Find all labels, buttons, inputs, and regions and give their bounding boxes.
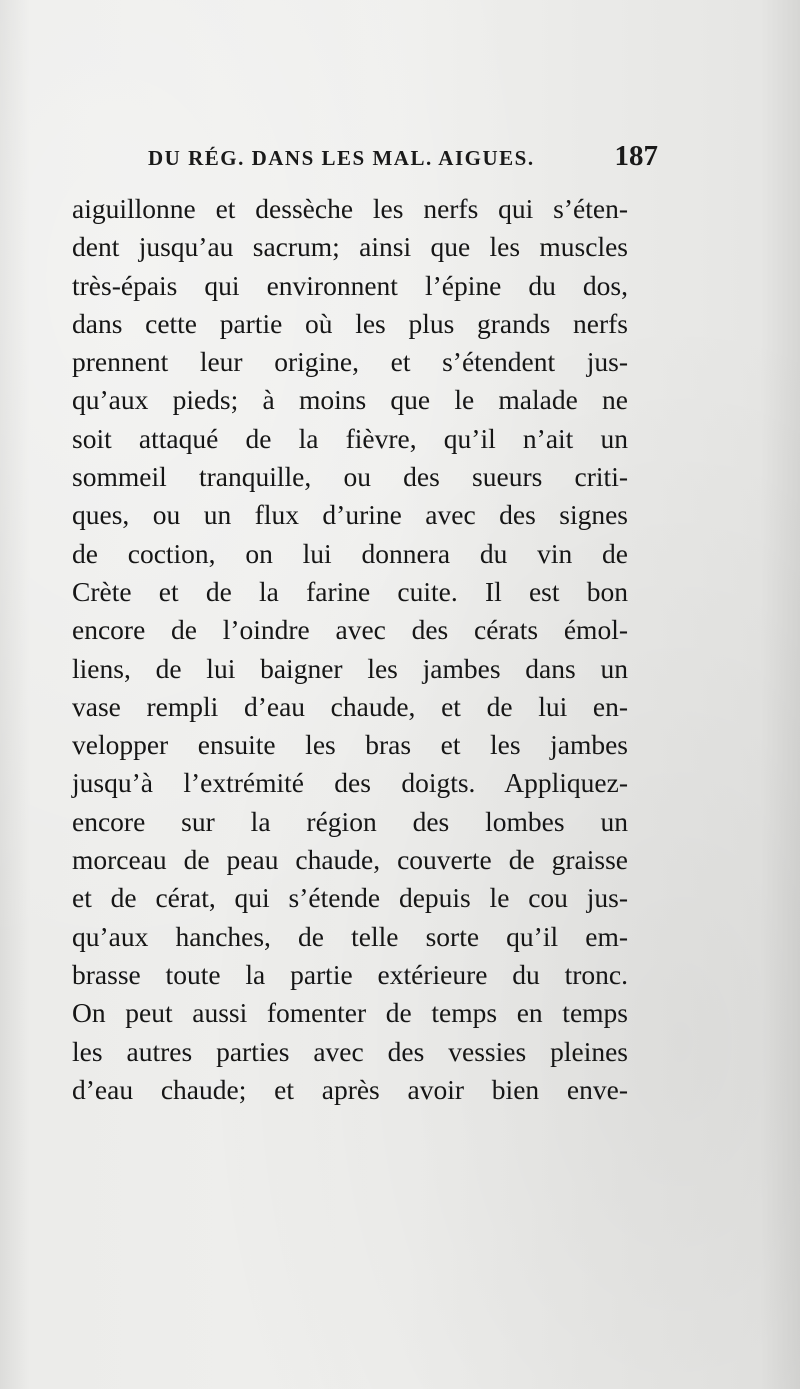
- text-line: velopper ensuite les bras et les jambes: [72, 729, 628, 761]
- text-line: qu’aux hanches, de telle sorte qu’il em-: [72, 920, 628, 952]
- text-line: vase rempli d’eau chaude, et de lui en-: [72, 690, 628, 722]
- text-line: On peut aussi fomenter de temps en temps: [72, 997, 628, 1029]
- text-line: liens, de lui baigner les jambes dans un: [72, 652, 628, 684]
- text-line: qu’aux pieds; à moins que le malade ne: [72, 384, 628, 416]
- text-line: sommeil tranquille, ou des sueurs criti-: [72, 461, 628, 493]
- text-line: aiguillonne et dessèche les nerfs qui s’éten-: [72, 193, 628, 224]
- text-line: dans cette partie où les plus grands nerfs: [72, 307, 628, 339]
- page-number: 187: [614, 140, 658, 172]
- text-line: jusqu’à l’extrémité des doigts. Appliquez-: [72, 767, 628, 799]
- text-line: morceau de peau chaude, couverte de graisse: [72, 844, 628, 876]
- text-line: Crète et de la farine cuite. Il est bon: [72, 575, 628, 607]
- text-line: de coction, on lui donnera du vin de: [72, 537, 628, 569]
- body-text: [72, 190, 628, 1109]
- text-line: d’eau chaude; et après avoir bien enve-: [72, 1073, 628, 1105]
- text-line: prennent leur origine, et s’étendent jus-: [72, 346, 628, 378]
- text-line: soit attaqué de la fièvre, qu’il n’ait un: [72, 422, 628, 454]
- page-header: [148, 140, 658, 178]
- text-line: encore sur la région des lombes un: [72, 805, 628, 837]
- text-line: et de cérat, qui s’étende depuis le cou jus-: [72, 882, 628, 914]
- text-line: très-épais qui environnent l’épine du dos,: [72, 269, 628, 301]
- text-line: les autres parties avec des vessies pleines: [72, 1035, 628, 1067]
- running-head: DU RÉG. DANS LES MAL. AIGUES.: [148, 146, 535, 170]
- text-line: dent jusqu’au sacrum; ainsi que les muscles: [72, 231, 628, 263]
- text-line: brasse toute la partie extérieure du tronc.: [72, 958, 628, 990]
- text-line: ques, ou un flux d’urine avec des signes: [72, 499, 628, 531]
- text-line: encore de l’oindre avec des cérats émol-: [72, 614, 628, 646]
